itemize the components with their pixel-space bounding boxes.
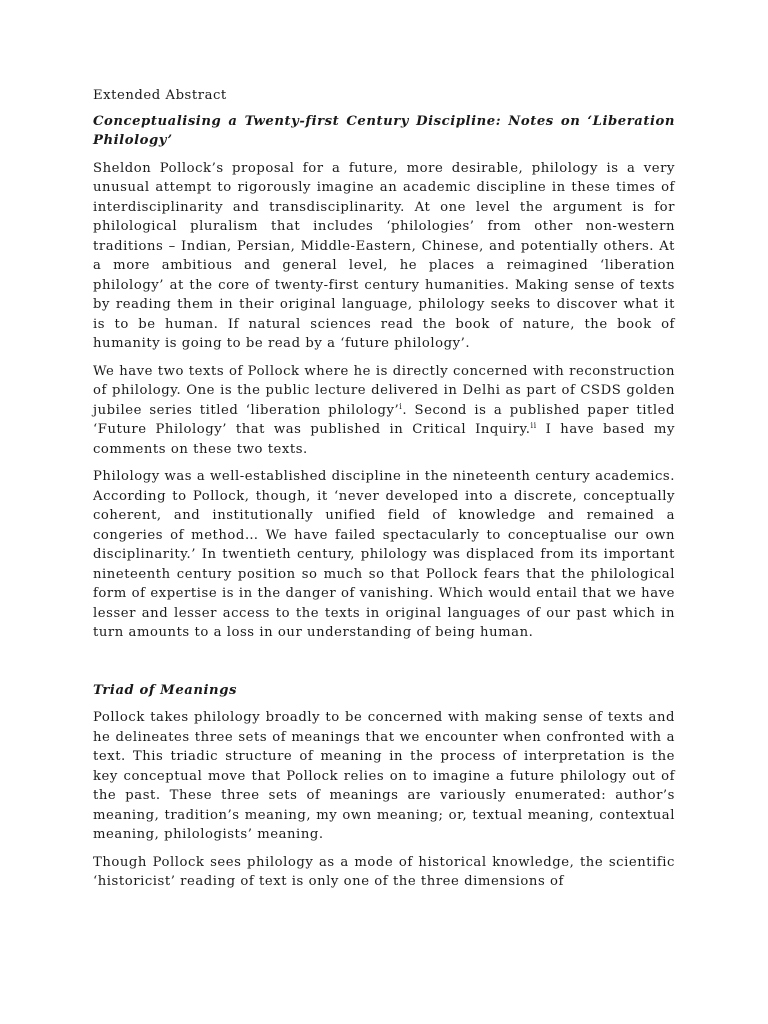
paragraph-text: I have based my comments on these two texts. <box>93 422 675 457</box>
paragraph-intro: Sheldon Pollock’s proposal for a future, more desirable, philology is a very unusual attempt to rigorously imagine an academic discipline in these times of interdisciplinarity and transdisciplinarity. At one level the argument is for philological pluralism that includes ‘philologies’ from other non-western traditions – Indian, Persian, Middle-Eastern, Chinese, and potentially others. At a more ambitious and general level, he places a reimagined ‘liberation philology’ at the core of twenty-first century humanities. Making sense of texts by reading them in their original language, philology seeks to discover what it is to be human. If natural sciences read the book of nature, the book of humanity is going to be read by a ‘future philology’. <box>93 160 675 351</box>
endnote-marker: i <box>399 401 403 411</box>
paragraph-triad: Pollock takes philology broadly to be concerned with making sense of texts and he delineates three sets of meanings that we encounter when confronted with a text. This triadic structure of meaning in the process of interpretation is the key conceptual move that Pollock relies on to imagine a future philology out of the past. These three sets of meanings are variously enumerated: author’s meaning, tradition’s meaning, my own meaning; or, textual meaning, contextual meaning, philologists’ meaning. <box>93 710 675 842</box>
paragraph-text: . Second is a published paper titled ‘Future Philology’ that was published in Critical Inquiry. <box>93 402 675 437</box>
section-heading: Triad of Meanings <box>93 682 237 698</box>
document-title: Conceptualising a Twenty-first Century Discipline: Notes on ‘Liberation Philology’ <box>93 113 675 148</box>
paragraph-historicist: Though Pollock sees philology as a mode of historical knowledge, the scientific ‘historicist’ reading of text is only one of the three dimensions of <box>93 854 675 889</box>
document-page <box>93 86 675 900</box>
document-label: Extended Abstract <box>93 88 227 103</box>
endnote-marker: ii <box>530 421 537 430</box>
paragraph-history: Philology was a well-established discipline in the nineteenth century academics. According to Pollock, though, it ‘never developed into a discrete, conceptually coherent, and institutionally unified field of knowledge and remained a congeries of method… We have failed spectacularly to conceptualise our own disciplinarity.’ In twentieth century, philology was displaced from its important nineteenth century position so much so that Pollock fears that the philological form of expertise is in the danger of vanishing. Which would entail that we have lesser and lesser access to the texts in original languages of our past which in turn amounts to a loss in our understanding of being human. <box>93 469 675 640</box>
paragraph-two-texts <box>93 362 675 460</box>
paragraph-text: We have two texts of Pollock where he is directly concerned with reconstruction of philology. One is the public lecture delivered in Delhi as part of CSDS golden jubilee series titled ‘liberation philology’ <box>93 363 675 418</box>
